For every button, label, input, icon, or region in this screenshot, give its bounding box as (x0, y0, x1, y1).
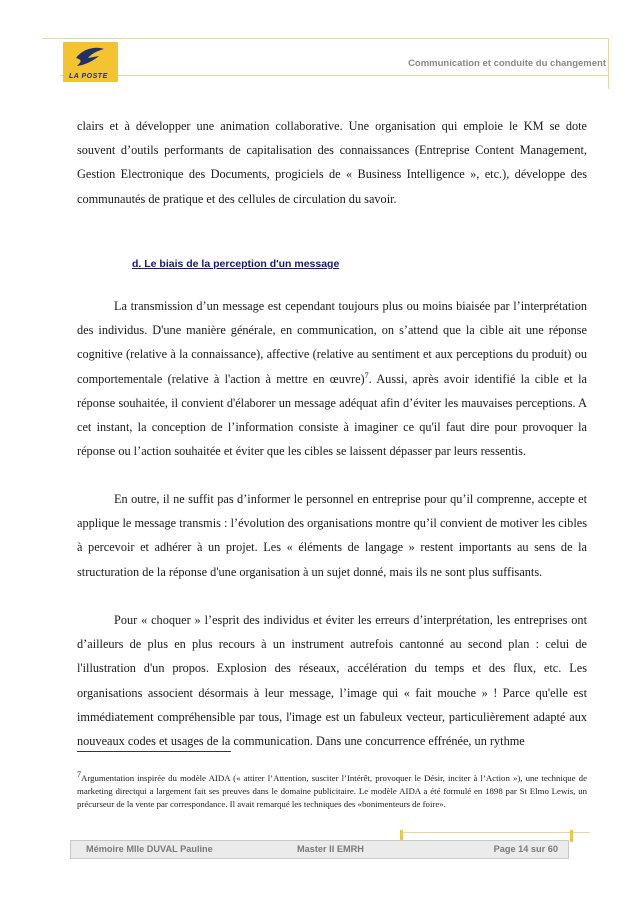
paragraph-perception-part2: . Aussi, après avoir identifié la cible et la réponse souhaitée, il convient d'élaborer un message adéquat afin d’éviter les mauvaises perceptions. A cet instant, la conception de l’information consiste à imaginer ce qu'il faut dire pour provoquer la réponse ou l’action souhaitée et éviter que les cibles se laissent dépasser par leurs ressentis. (77, 371, 587, 459)
footnote-reference: 7 (364, 370, 369, 380)
paragraph-intro: clairs et à développer une animation collaborative. Une organisation qui emploie le KM se dote souvent d’outils performants de capitalisation des connaissances (Entreprise Content Management, Gestion Electronique des Documents, progiciels de « Business Intelligence », etc.), développe des communautés de pratique et des cellules de circulation du savoir. (77, 119, 587, 206)
paragraph-perception-part1: La transmission d’un message est cependant toujours plus ou moins biaisée par l’interprétation des individus. D'une manière générale, en communication, on s’attend que la cible ait une réponse cognitive (relative à la connaissance), affective (relative au sentiment et aux perceptions du produit) ou comportementale (relative à l'action à mettre en œuvre) (77, 299, 587, 386)
bird-icon (73, 46, 107, 68)
footer-degree: Master II EMRH (297, 844, 364, 854)
la-poste-logo (63, 42, 118, 82)
paragraph-illustration: Pour « choquer » l’esprit des individus et éviter les erreurs d’interprétation, les entreprises ont d’ailleurs de plus en plus recours à un instrument autrefois cantonné au second plan : celui de l'illustration d'un propos. Explosion des réseaux, accélération du temps et des flux, etc. Les organisations associent désormais à leur message, l’image qui « fait mouche » ! Parce qu'elle est immédiatement compréhensible par tous, l'image est un fabuleux vecteur, particulièrement adapté aux nouveaux codes et usages de la communication. Dans une concurrence effrénée, un rythme (77, 613, 587, 749)
footnote-text: Argumentation inspirée du modèle AIDA (« attirer l’Attention, susciter l’Intérêt, provoquer le Désir, inciter à l’Action »), une technique de marketing directqui a largement fait ses preuves dans le domaine publicitaire. Le modèle AIDA a été formulé en 1898 par St Elmo Lewis, un précurseur de la vente par correspondance. Il avait remarqué les techniques des «bonimenteurs de foire». (77, 773, 587, 809)
footnote (77, 772, 587, 810)
footer-author: Mémoire Mlle DUVAL Pauline (86, 844, 213, 854)
footer-divider (400, 832, 590, 833)
footnote-rule (77, 751, 231, 752)
footer-bar (70, 840, 569, 859)
paragraph-motivation: En outre, il ne suffit pas d’informer le personnel en entreprise pour qu’il comprenne, accepte et applique le message transmis : l’évolution des organisations montre qu’il convient de motiver les cibles à percevoir et adhérer à un projet. Les « éléments de langage » restent importants au sens de la structuration de la réponse d'une organisation à un sujet donné, mais ils ne sont plus suffisants. (77, 492, 587, 579)
footer-page-number: Page 14 sur 60 (493, 844, 558, 854)
paragraph-perception (77, 294, 587, 463)
footnote-marker: 7 (77, 770, 81, 780)
footer-tick (570, 830, 573, 842)
header-title: Communication et conduite du changement (408, 58, 606, 69)
header-divider (60, 75, 608, 76)
logo-text: LA POSTE (69, 73, 108, 80)
section-heading: d. Le biais de la perception d'un message (132, 258, 340, 270)
